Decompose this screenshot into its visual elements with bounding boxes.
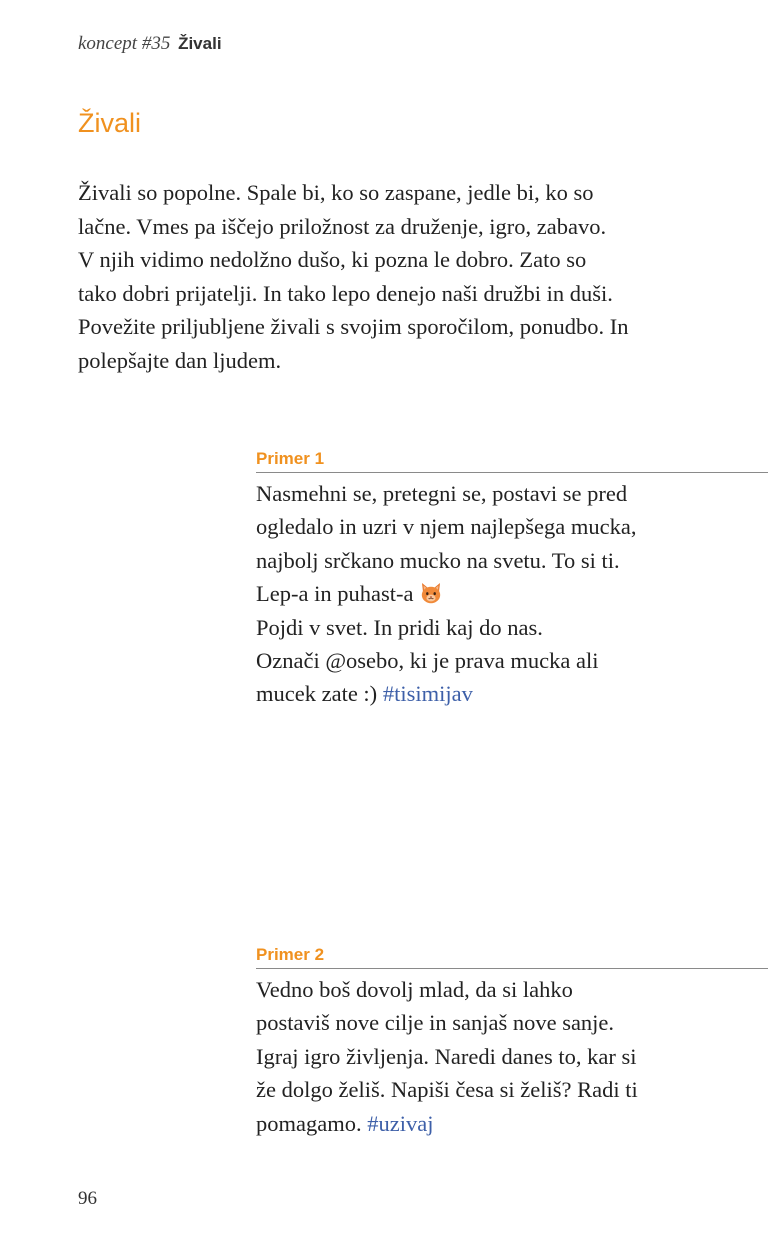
example-2-last-line bbox=[256, 1107, 768, 1140]
example-1-line: ogledalo in uzri v njem najlepšega mucka, bbox=[256, 514, 637, 540]
example-1-line: Nasmehni se, pretegni se, postavi se pred bbox=[256, 481, 628, 506]
intro-line: lačne. Vmes pa iščejo priložnost za druženje, igro, zabavo. bbox=[78, 213, 607, 239]
cat-face-icon bbox=[419, 581, 443, 605]
example-1-line: najbolj srčkano mucko na svetu. To si ti. bbox=[256, 547, 620, 573]
example-1-line-with-emoji bbox=[256, 577, 768, 610]
example-2-label: Primer 2 bbox=[256, 944, 768, 969]
example-1-line: Lep-a in puhast-a bbox=[256, 581, 414, 607]
example-2-line: postaviš nove cilje in sanjaš nove sanje. bbox=[256, 1010, 615, 1036]
example-2 bbox=[256, 944, 768, 1140]
hashtag-link[interactable]: #tisimijav bbox=[382, 681, 473, 707]
intro-line: V njih vidimo nedolžno dušo, ki pozna le dobro. Zato so bbox=[78, 247, 587, 273]
example-2-line: Igraj igro življenja. Naredi danes to, kar si bbox=[256, 1043, 637, 1069]
running-head-topic: Živali bbox=[178, 34, 222, 53]
running-head bbox=[78, 32, 222, 56]
running-head-concept: koncept #35 bbox=[78, 33, 171, 54]
page-number: 96 bbox=[78, 1188, 97, 1209]
example-1-line: Označi @osebo, ki je prava mucka ali bbox=[256, 648, 599, 674]
hashtag-link[interactable]: #uzivaj bbox=[367, 1110, 434, 1136]
example-2-line: že dolgo želiš. Napiši česa si želiš? Radi ti bbox=[256, 1077, 638, 1103]
example-1-line: Pojdi v svet. In pridi kaj do nas. bbox=[256, 614, 543, 640]
example-1 bbox=[256, 448, 768, 711]
intro-line: tako dobri prijatelji. In tako lepo denejo naši družbi in duši. bbox=[78, 280, 613, 306]
example-1-body bbox=[256, 473, 768, 711]
intro-line: Povežite priljubljene živali s svojim sporočilom, ponudbo. In bbox=[78, 314, 629, 340]
page-title: Živali bbox=[78, 108, 142, 138]
example-1-line: mucek zate :) bbox=[256, 681, 383, 707]
intro-line: Živali so popolne. Spale bi, ko so zaspane, jedle bi, ko so bbox=[78, 180, 594, 205]
example-2-body bbox=[256, 969, 768, 1140]
example-1-last-line bbox=[256, 677, 768, 710]
intro-paragraph bbox=[78, 176, 718, 378]
example-2-line: Vedno boš dovolj mlad, da si lahko bbox=[256, 977, 573, 1002]
intro-line: polepšajte dan ljudem. bbox=[78, 347, 282, 373]
example-1-label: Primer 1 bbox=[256, 448, 768, 473]
example-2-line: pomagamo. bbox=[256, 1110, 368, 1136]
